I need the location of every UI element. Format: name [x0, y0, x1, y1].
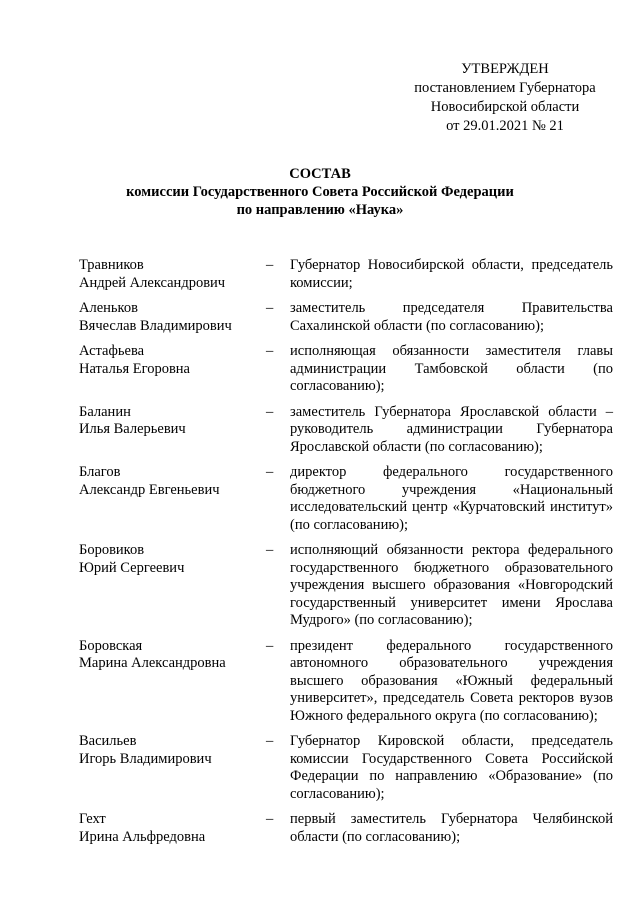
dash-separator: – — [266, 300, 274, 316]
approval-line-3: Новосибирской области — [430, 99, 580, 115]
title-line-3: по направлению «Наука» — [236, 202, 404, 218]
member-row — [79, 733, 613, 803]
member-row — [79, 300, 613, 335]
member-given-names: Юрий Сергеевич — [79, 559, 185, 576]
member-name — [79, 638, 266, 726]
member-role: Губернатор Кировской области, председатель комиссии Государственного Совета Российской Федерации по направлению «Образование» (по согласованию); — [290, 733, 613, 802]
member-surname: Баланин — [79, 403, 131, 420]
member-given-names: Марина Александровна — [79, 655, 226, 671]
member-role: первый заместитель Губернатора Челябинской области (по согласованию); — [290, 811, 613, 845]
member-name — [79, 464, 266, 534]
member-surname: Боровская — [79, 637, 143, 654]
member-role: исполняющий обязанности ректора федерального государственного бюджетного образовательного учреждения высшего образования «Новгородский государственный университет имени Ярослава Мудрого» (по согласованию); — [290, 542, 613, 628]
member-surname: Васильев — [79, 733, 137, 749]
member-given-names: Наталья Егоровна — [79, 360, 190, 377]
member-row — [79, 811, 613, 846]
member-given-names: Игорь Владимирович — [79, 750, 212, 767]
member-given-names: Илья Валерьевич — [79, 421, 186, 437]
member-role: Губернатор Новосибирской области, председатель комиссии; — [290, 257, 613, 291]
member-role: исполняющая обязанности заместителя главы администрации Тамбовской области (по согласованию); — [290, 343, 613, 394]
member-role: заместитель Губернатора Ярославской области – руководитель администрации Губернатора Ярославской области (по согласованию); — [290, 403, 613, 455]
member-row — [79, 638, 613, 726]
member-name — [79, 300, 266, 335]
dash-separator: – — [266, 542, 274, 558]
member-surname: Травников — [79, 257, 144, 273]
dash-separator: – — [266, 464, 274, 480]
dash-separator: – — [266, 257, 274, 273]
dash-separator: – — [266, 811, 274, 827]
member-role: заместитель председателя Правительства Сахалинской области (по согласованию); — [290, 300, 613, 334]
dash-separator: – — [266, 403, 274, 420]
member-surname: Астафьева — [79, 343, 145, 359]
member-row — [79, 343, 613, 396]
member-name — [79, 404, 266, 457]
member-row — [79, 257, 613, 292]
approval-line-4: от 29.01.2021 № 21 — [446, 118, 564, 134]
document-title — [0, 165, 640, 219]
member-name — [79, 733, 266, 803]
member-surname: Боровиков — [79, 542, 145, 558]
title-line-2: комиссии Государственного Совета Российской Федерации — [126, 184, 514, 200]
member-surname: Аленьков — [79, 300, 138, 316]
approval-line-2: постановлением Губернатора — [414, 80, 596, 96]
approval-stamp — [400, 60, 610, 136]
member-given-names: Андрей Александрович — [79, 274, 226, 291]
member-given-names: Александр Евгеньевич — [79, 481, 220, 498]
member-surname: Гехт — [79, 811, 106, 827]
member-given-names: Вячеслав Владимирович — [79, 317, 232, 334]
dash-separator: – — [266, 733, 274, 749]
member-name — [79, 343, 266, 396]
dash-separator: – — [266, 343, 274, 359]
title-line-1: СОСТАВ — [289, 166, 351, 182]
approval-line-1: УТВЕРЖДЕН — [461, 61, 549, 77]
member-name — [79, 542, 266, 630]
member-row — [79, 464, 613, 534]
members-list — [79, 257, 613, 846]
member-row — [79, 542, 613, 630]
member-surname: Благов — [79, 464, 121, 480]
member-role: директор федерального государственного бюджетного учреждения «Национальный исследовательский центр «Курчатовский институт» (по согласованию); — [290, 464, 613, 533]
member-row — [79, 404, 613, 457]
member-role: президент федерального государственного автономного образовательного учреждения высшего образования «Южный федеральный университет», председатель Совета ректоров вузов Южного федерального округа (по согласованию); — [290, 637, 613, 724]
member-name — [79, 257, 266, 292]
dash-separator: – — [266, 637, 274, 654]
member-name — [79, 811, 266, 846]
member-given-names: Ирина Альфредовна — [79, 828, 206, 845]
